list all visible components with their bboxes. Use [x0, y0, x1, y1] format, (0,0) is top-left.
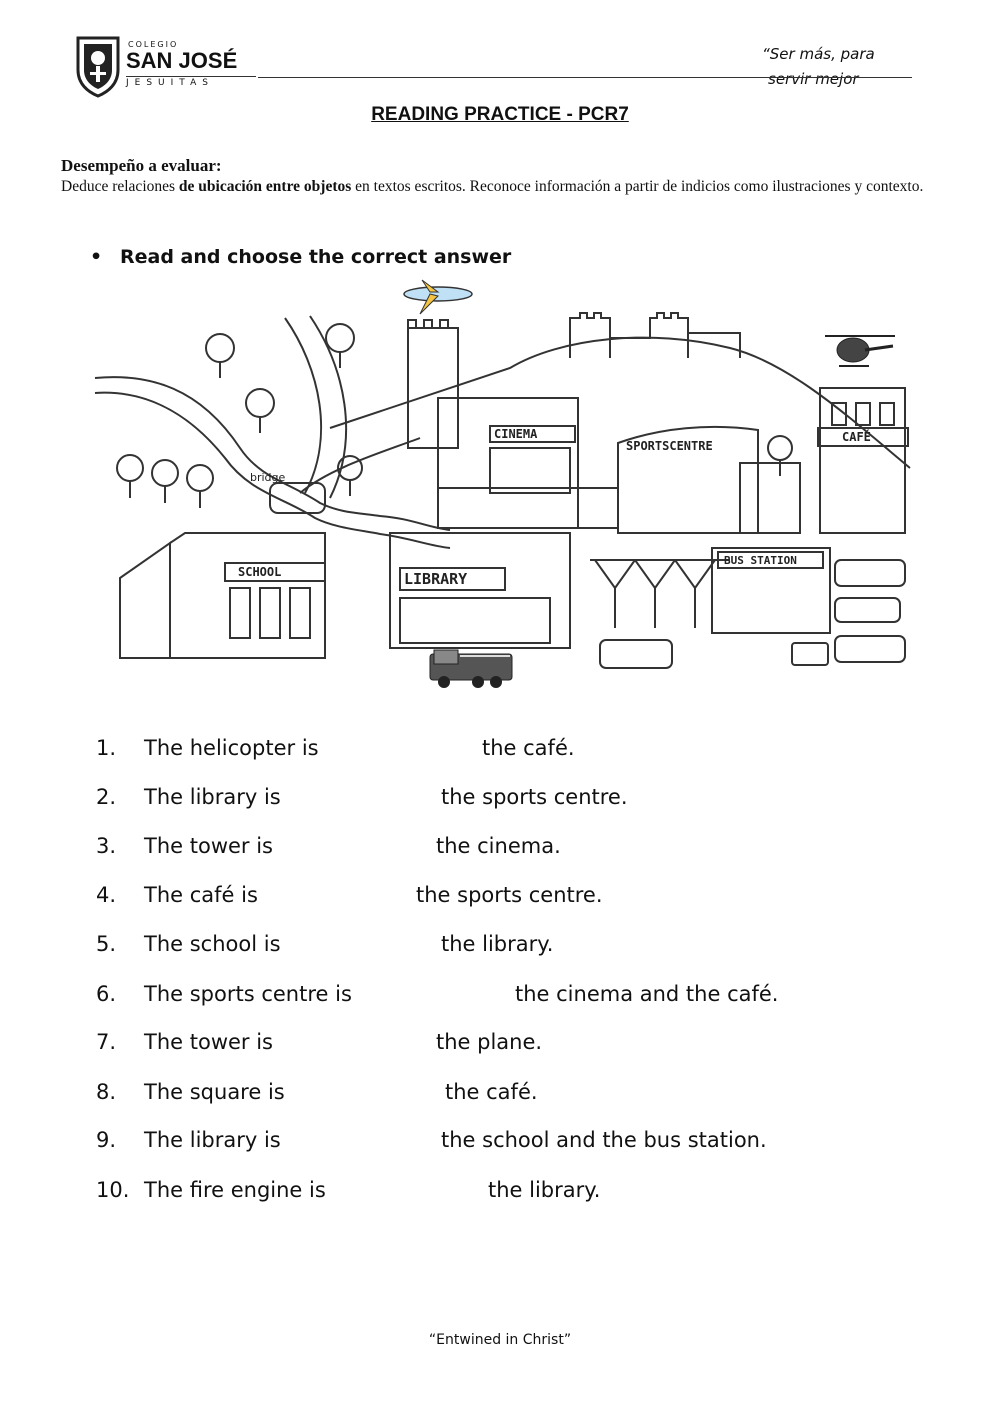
question-number: 5. — [96, 932, 117, 956]
question-lead: The library is — [144, 1128, 281, 1152]
label-sports-centre: SPORTSCENTRE — [626, 439, 713, 453]
question-tail: the plane. — [436, 1030, 543, 1054]
question-tail: the library. — [441, 932, 554, 956]
motto-line-1: “Ser más, para — [762, 45, 875, 63]
bus — [835, 636, 905, 662]
label-cinema: CINEMA — [494, 427, 538, 441]
tree — [187, 465, 213, 491]
shield-icon — [74, 34, 122, 98]
tree — [206, 334, 234, 362]
label-bridge: bridge — [250, 471, 286, 484]
question-tail: the sports centre. — [416, 883, 603, 907]
question-number: 9. — [96, 1128, 117, 1152]
question-lead: The square is — [144, 1080, 285, 1104]
evaluation-text-2: en textos escritos. Reconoce información a partir de indicios como ilustraciones y contexto. — [351, 178, 924, 195]
question-number: 6. — [96, 982, 117, 1006]
evaluation-heading: Desempeño a evaluar: — [61, 156, 222, 175]
label-school: SCHOOL — [238, 565, 282, 579]
question-lead: The helicopter is — [144, 736, 319, 760]
question-number: 7. — [96, 1030, 117, 1054]
bus — [835, 598, 900, 622]
question-number: 1. — [96, 736, 117, 760]
question-lead: The fire engine is — [144, 1178, 326, 1202]
question-tail: the café. — [445, 1080, 538, 1104]
question-lead: The school is — [144, 932, 281, 956]
town-illustration — [90, 278, 914, 690]
question-tail: the sports centre. — [441, 785, 628, 809]
evaluation-block — [61, 156, 939, 197]
tree — [246, 389, 274, 417]
question-tail: the café. — [482, 736, 575, 760]
question-tail: the school and the bus station. — [441, 1128, 767, 1152]
question-lead: The tower is — [144, 1030, 273, 1054]
evaluation-text-bold: de ubicación entre objetos — [178, 178, 352, 195]
bullet-icon: • — [90, 246, 103, 268]
label-cafe: CAFÉ — [842, 430, 871, 444]
question-tail: the library. — [488, 1178, 601, 1202]
evaluation-text-1: Deduce relaciones — [61, 178, 179, 195]
tree — [326, 324, 354, 352]
school-logo — [74, 34, 254, 98]
label-library: LIBRARY — [404, 570, 468, 588]
logo-school-name: SAN JOSÉ — [126, 48, 238, 73]
question-tail: the cinema and the café. — [515, 982, 779, 1006]
tree — [768, 436, 792, 460]
school — [170, 533, 325, 658]
question-number: 3. — [96, 834, 117, 858]
motto-line-2: servir mejor — [768, 70, 859, 88]
question-tail: the cinema. — [436, 834, 561, 858]
question-number: 4. — [96, 883, 117, 907]
helicopter — [825, 336, 895, 366]
tree — [152, 460, 178, 486]
page-title: READING PRACTICE - PCR7 — [371, 104, 629, 125]
question-lead: The library is — [144, 785, 281, 809]
bus — [600, 640, 672, 668]
plane — [404, 280, 472, 314]
logo-sub-text: JESUITAS — [126, 76, 256, 88]
tree — [117, 455, 143, 481]
question-number: 8. — [96, 1080, 117, 1104]
question-number: 10. — [96, 1178, 130, 1202]
instruction-text: Read and choose the correct answer — [120, 246, 512, 268]
logo-small-text: COLEGIO — [128, 40, 179, 49]
ambulance — [792, 643, 828, 665]
label-bus-station: BUS STATION — [724, 554, 797, 567]
question-lead: The café is — [144, 883, 258, 907]
header-rule — [258, 77, 912, 78]
question-lead: The sports centre is — [144, 982, 352, 1006]
bus — [835, 560, 905, 586]
question-lead: The tower is — [144, 834, 273, 858]
fire-engine — [430, 650, 512, 688]
footer-motto: “Entwined in Christ” — [428, 1332, 572, 1348]
castle — [570, 313, 740, 358]
evaluation-text — [61, 176, 939, 197]
motto — [762, 42, 902, 92]
question-number: 2. — [96, 785, 117, 809]
